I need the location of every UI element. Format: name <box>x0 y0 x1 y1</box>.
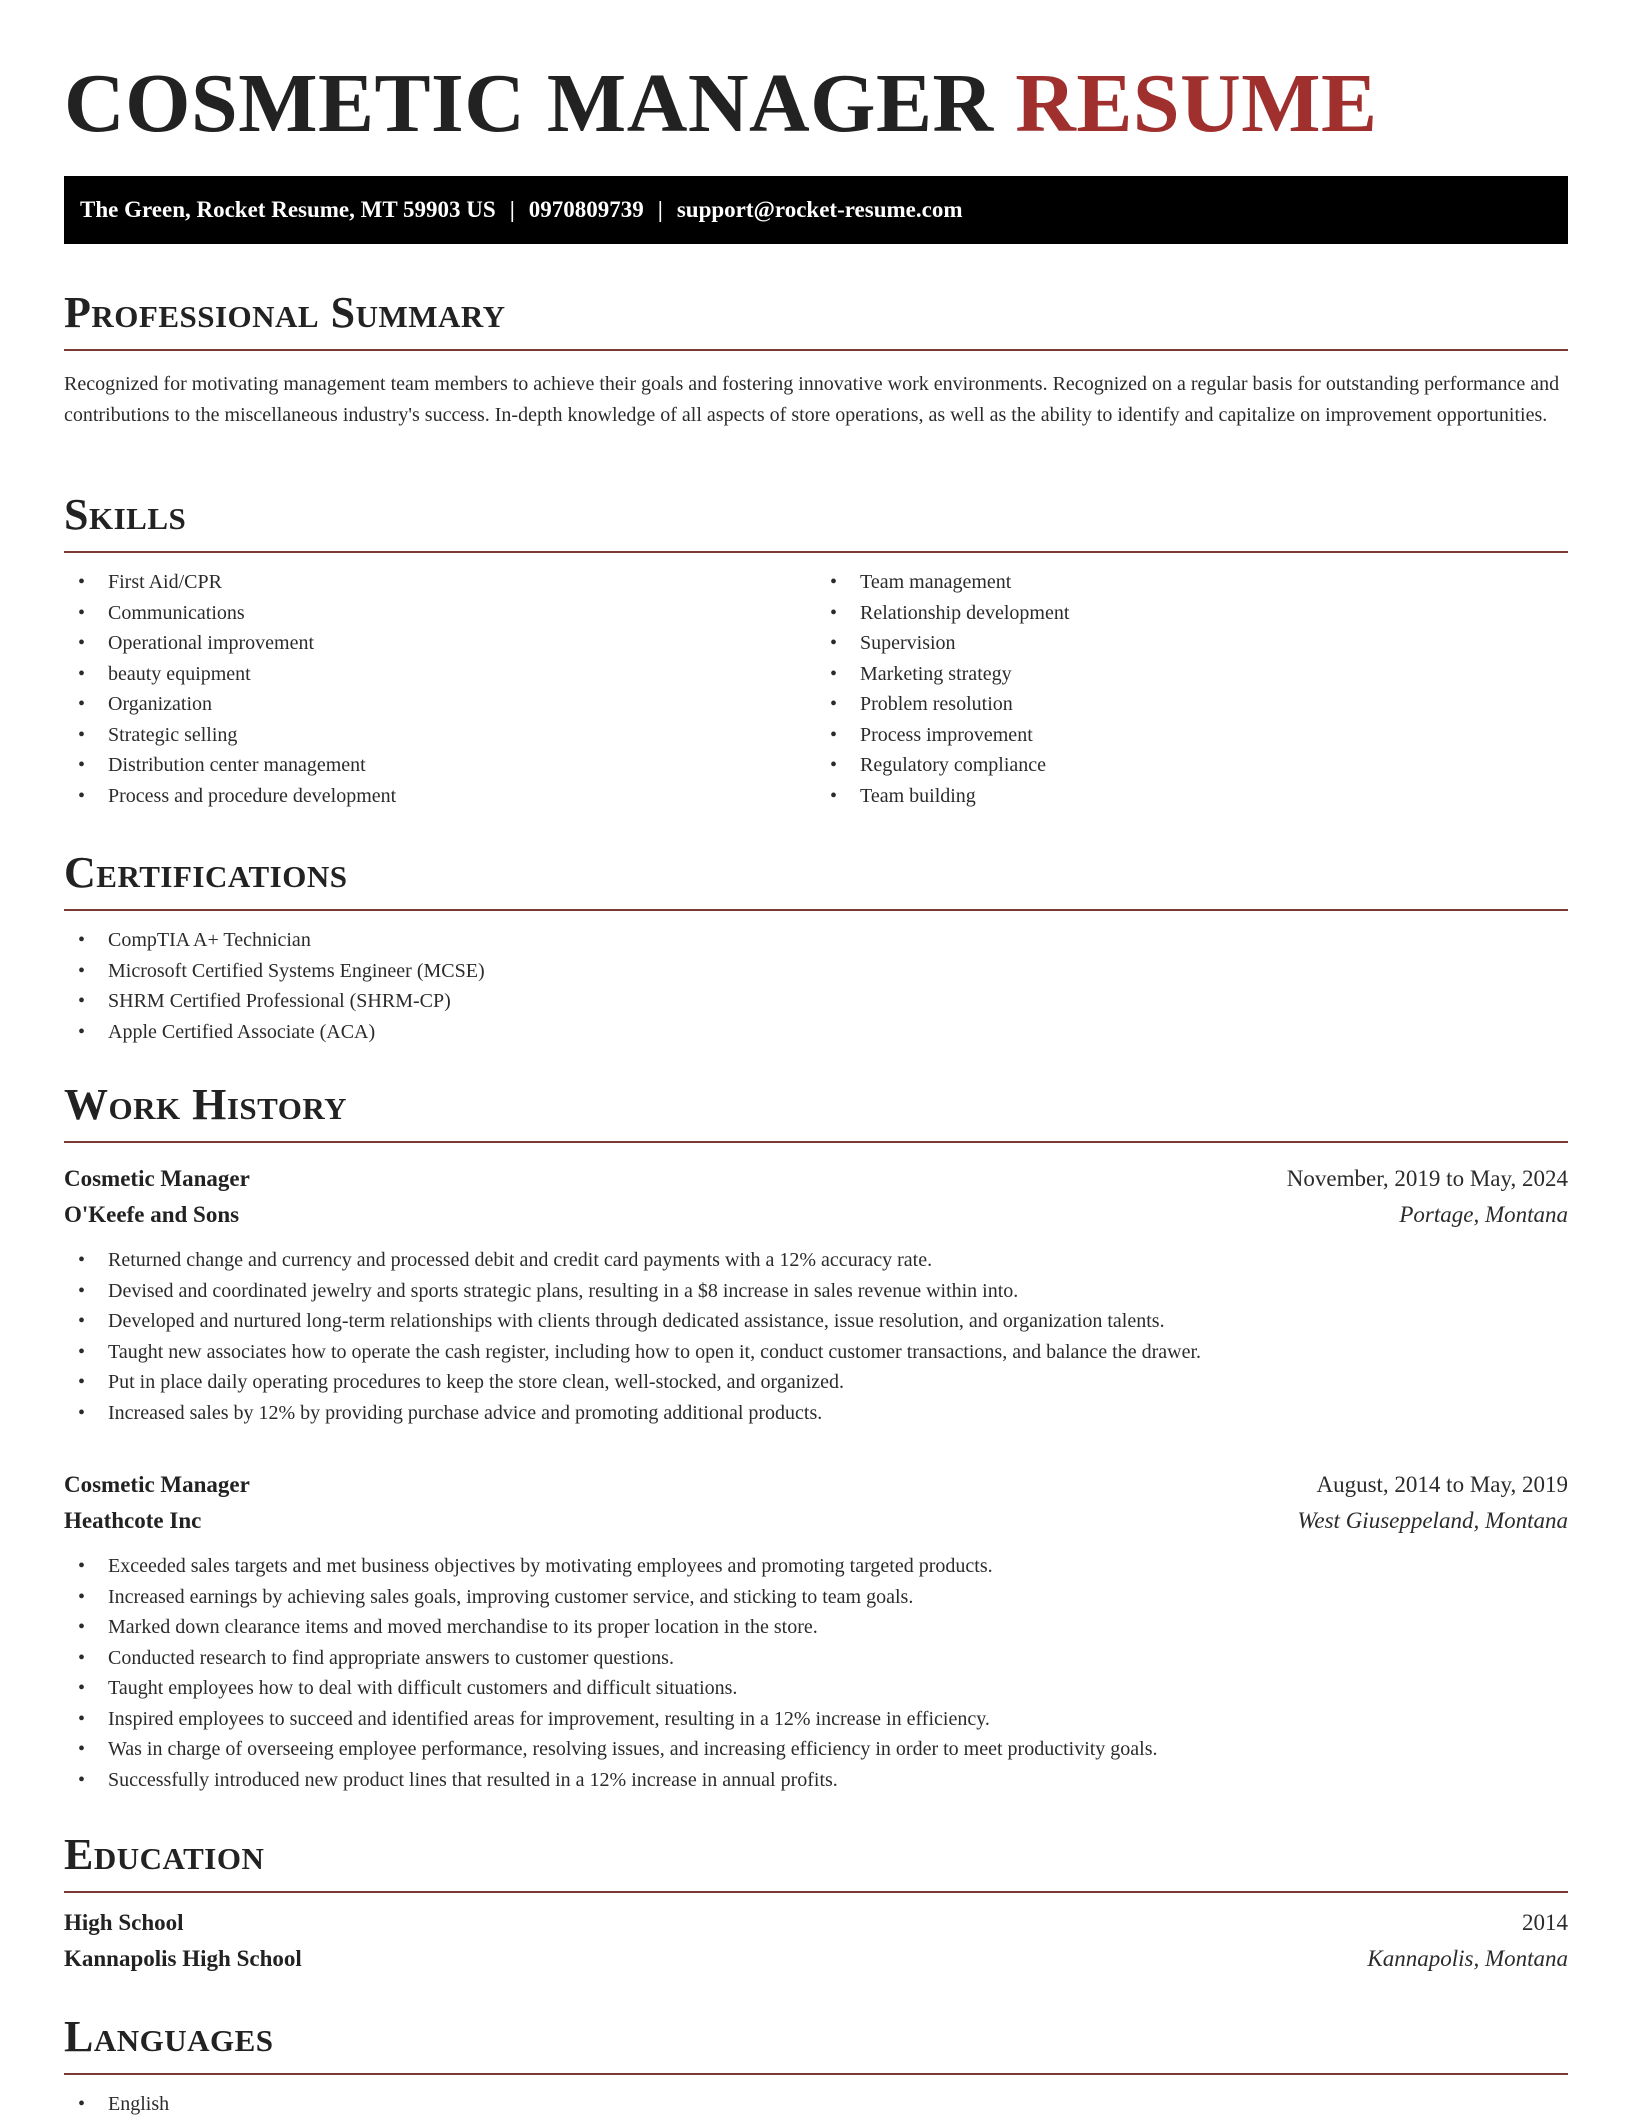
job-entry <box>64 1467 1568 1795</box>
education-heading: Education <box>64 1830 265 1879</box>
job-bullets <box>64 1551 1568 1795</box>
education-school-row <box>64 1941 1568 1977</box>
skills-columns <box>64 567 1568 811</box>
skill-item: • Marketing strategy <box>816 659 1568 690</box>
job-company-row <box>64 1197 1568 1233</box>
certification-item: • Microsoft Certified Systems Engineer (MCSE) <box>64 956 1568 987</box>
job-bullet: • Exceeded sales targets and met business objectives by motivating employees and promoting targeted products. <box>64 1551 1568 1582</box>
resume-title <box>64 0 1568 176</box>
section-divider <box>64 909 1568 911</box>
job-bullet: • Inspired employees to succeed and identified areas for improvement, resulting in a 12% increase in efficiency. <box>64 1704 1568 1735</box>
job-bullet: • Marked down clearance items and moved merchandise to its proper location in the store. <box>64 1612 1568 1643</box>
skill-item: • Relationship development <box>816 598 1568 629</box>
certifications-heading: Certifications <box>64 848 348 897</box>
summary-text: Recognized for motivating management team members to achieve their goals and fostering innovative work environments. Recognized on a regular basis for outstanding performance and contributions to the miscellaneous industry's success. In-depth knowledge of all aspects of store operations, as well as the ability to identify and capitalize on improvement opportunities. <box>64 373 1560 426</box>
job-bullets <box>64 1245 1568 1428</box>
skill-item: • Process improvement <box>816 720 1568 751</box>
education-degree-row <box>64 1905 1568 1941</box>
skill-item: • Team management <box>816 567 1568 598</box>
job-dates: August, 2014 to May, 2019 <box>1316 1472 1568 1497</box>
section-divider <box>64 2073 1568 2075</box>
job-entry <box>64 1161 1568 1428</box>
job-bullet: • Developed and nurtured long-term relationships with clients through dedicated assistance, issue resolution, and organization talents. <box>64 1306 1568 1337</box>
summary-section <box>64 287 1568 431</box>
education-section <box>64 1829 1568 1977</box>
job-bullet: • Successfully introduced new product lines that resulted in a 12% increase in annual profits. <box>64 1765 1568 1796</box>
skill-item: • Team building <box>816 781 1568 812</box>
skills-list-left <box>64 567 816 811</box>
skill-item: • Problem resolution <box>816 689 1568 720</box>
contact-phone[interactable]: 0970809739 <box>528 197 644 222</box>
skills-column-left <box>64 567 816 811</box>
language-item: • English <box>64 2089 1568 2120</box>
job-title-row <box>64 1161 1568 1197</box>
skill-item: • Process and procedure development <box>64 781 816 812</box>
job-title-row <box>64 1467 1568 1503</box>
job-bullet: • Taught new associates how to operate the cash register, including how to open it, conduct customer transactions, and balance the drawer. <box>64 1337 1568 1368</box>
languages-list <box>64 2089 1568 2120</box>
job-location: West Giuseppeland, Montana <box>1297 1508 1568 1533</box>
resume-title-accent: RESUME <box>1015 57 1378 150</box>
section-divider <box>64 1891 1568 1893</box>
resume-title-main: COSMETIC MANAGER <box>64 57 994 150</box>
job-company-row <box>64 1503 1568 1539</box>
skill-item: • Organization <box>64 689 816 720</box>
summary-heading: Professional Summary <box>64 288 506 337</box>
job-bullet: • Devised and coordinated jewelry and sports strategic plans, resulting in a $8 increase in sales revenue within into. <box>64 1276 1568 1307</box>
languages-heading: Languages <box>64 2012 274 2061</box>
skills-section <box>64 489 1568 811</box>
skills-heading: Skills <box>64 490 187 539</box>
skill-item: • Supervision <box>816 628 1568 659</box>
job-company: Heathcote Inc <box>64 1508 202 1533</box>
education-school: Kannapolis High School <box>64 1946 302 1971</box>
skill-item: • Strategic selling <box>64 720 816 751</box>
job-company: O'Keefe and Sons <box>64 1202 240 1227</box>
skill-item: • First Aid/CPR <box>64 567 816 598</box>
job-bullet: • Put in place daily operating procedures to keep the store clean, well-stocked, and organized. <box>64 1367 1568 1398</box>
contact-separator: | <box>657 197 663 222</box>
job-dates: November, 2019 to May, 2024 <box>1286 1166 1568 1191</box>
contact-address: The Green, Rocket Resume, MT 59903 US <box>80 197 496 222</box>
education-degree: High School <box>64 1910 184 1935</box>
certification-item: • CompTIA A+ Technician <box>64 925 1568 956</box>
skills-column-right <box>816 567 1568 811</box>
skill-item: • Operational improvement <box>64 628 816 659</box>
job-bullet: • Increased earnings by achieving sales goals, improving customer service, and sticking to team goals. <box>64 1582 1568 1613</box>
work-history-section <box>64 1079 1568 1143</box>
certifications-section <box>64 847 1568 1047</box>
section-divider <box>64 1141 1568 1143</box>
job-title: Cosmetic Manager <box>64 1472 250 1497</box>
certification-item: • SHRM Certified Professional (SHRM-CP) <box>64 986 1568 1017</box>
job-location: Portage, Montana <box>1399 1202 1568 1227</box>
job-bullet: • Conducted research to find appropriate answers to customer questions. <box>64 1643 1568 1674</box>
education-year: 2014 <box>1522 1910 1568 1935</box>
work-history-heading: Work History <box>64 1080 348 1129</box>
certification-item: • Apple Certified Associate (ACA) <box>64 1017 1568 1048</box>
contact-separator: | <box>509 197 515 222</box>
job-bullet: • Increased sales by 12% by providing purchase advice and promoting additional products. <box>64 1398 1568 1429</box>
skill-item: • Regulatory compliance <box>816 750 1568 781</box>
education-entry <box>64 1905 1568 1977</box>
section-divider <box>64 551 1568 553</box>
contact-bar <box>64 176 1568 244</box>
education-location: Kannapolis, Montana <box>1367 1946 1568 1971</box>
languages-section <box>64 2011 1568 2120</box>
contact-email[interactable]: support@rocket-resume.com <box>676 197 963 222</box>
section-divider <box>64 349 1568 351</box>
job-title: Cosmetic Manager <box>64 1166 250 1191</box>
certifications-list <box>64 925 1568 1047</box>
job-bullet: • Was in charge of overseeing employee performance, resolving issues, and increasing efficiency in order to meet productivity goals. <box>64 1734 1568 1765</box>
skills-list-right <box>816 567 1568 811</box>
skill-item: • Distribution center management <box>64 750 816 781</box>
job-bullet: • Returned change and currency and processed debit and credit card payments with a 12% accuracy rate. <box>64 1245 1568 1276</box>
skill-item: • beauty equipment <box>64 659 816 690</box>
job-bullet: • Taught employees how to deal with difficult customers and difficult situations. <box>64 1673 1568 1704</box>
skill-item: • Communications <box>64 598 816 629</box>
